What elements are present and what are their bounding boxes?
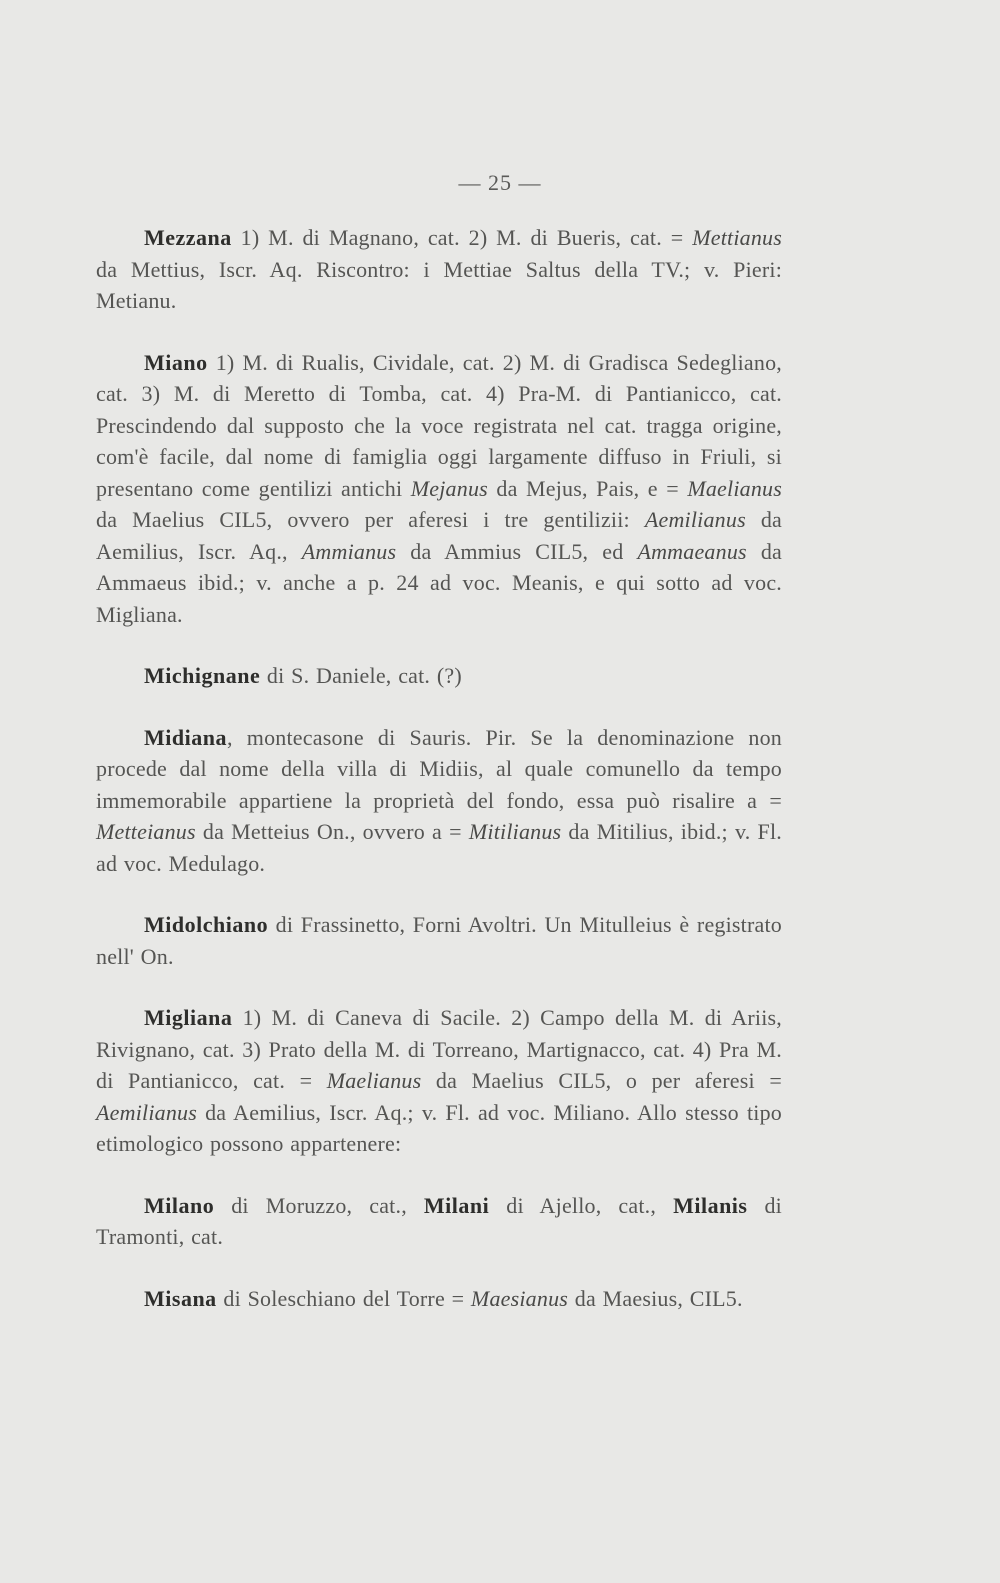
headword: Miano — [144, 349, 208, 375]
entry-text: 1) M. di Caneva di Sacile. 2) Campo della M. di Ariis, Rivignano, cat. 3) Prato della M. di Torreano, Martignacco, cat. 4) Pra M. di Pantianicco, cat. = — [96, 1005, 782, 1093]
headword: Misana — [144, 1285, 217, 1311]
latin-gentilicium: Ammianus — [301, 538, 397, 564]
headword: Migliana — [144, 1005, 233, 1030]
latin-gentilicium: Mettianus — [692, 225, 782, 250]
latin-gentilicium: Ammaeanus — [637, 538, 747, 564]
latin-gentilicium: Aemilianus — [644, 507, 746, 532]
latin-gentilicium: Mejanus — [410, 475, 488, 501]
entry-midolchiano — [96, 909, 782, 972]
headword: Milano — [144, 1192, 215, 1218]
latin-gentilicium: Aemilianus — [96, 1099, 197, 1125]
entry-text: da Aemilius, Iscr. Aq.; v. Fl. ad voc. Miliano. Allo stesso tipo etimologico possono appartenere: — [96, 1099, 782, 1156]
entry-mezzana — [96, 222, 782, 317]
entry-text: , montecasone di Sauris. Pir. Se la denominazione non procede dal nome della villa di Midiis, al quale comunello da tempo immemorabile appartiene la proprietà del fondo, essa può risalire a = — [96, 724, 782, 813]
dictionary-text — [96, 222, 782, 1344]
entry-michignane — [96, 660, 782, 692]
headword: Midiana — [144, 724, 227, 750]
entry-text: 1) M. di Rualis, Cividale, cat. 2) M. di Gradisca Sedegliano, cat. 3) M. di Meretto di Tomba, cat. 4) Pra-M. di Pantianicco, cat. Prescindendo dal supposto che la voce registrata nel cat. tragga origine, com'è facile, dal nome di famiglia oggi largamente diffuso in Friuli, si presentano come gentilizi antichi — [96, 349, 782, 501]
latin-gentilicium: Mitilianus — [468, 819, 562, 844]
entry-text: da Mejus, Pais, e = — [487, 475, 688, 501]
entry-midiana — [96, 722, 782, 880]
headword: Michignane — [144, 663, 261, 688]
entry-text: di Moruzzo, cat., — [214, 1192, 424, 1218]
entry-text: di Soleschiano del Torre = — [216, 1285, 471, 1311]
entry-milano — [96, 1190, 782, 1253]
entry-text: da Metteius On., ovvero a = — [195, 819, 469, 844]
headword: Milanis — [673, 1192, 748, 1218]
headword: Mezzana — [144, 225, 232, 250]
entry-text: da Maelius CIL5, ovvero per aferesi i tre gentilizii: — [96, 507, 645, 532]
latin-gentilicium: Maelianus — [326, 1068, 422, 1093]
entry-text: 1) M. di Magnano, cat. 2) M. di Bueris, cat. = — [231, 225, 693, 250]
entry-text: da Mettius, Iscr. Aq. Riscontro: i Mettiae Saltus della TV.; v. Pieri: Metianu. — [96, 256, 782, 313]
entry-text: da Maelius CIL5, o per aferesi = — [421, 1068, 782, 1093]
entry-text: di Ajello, cat., — [489, 1192, 674, 1218]
entry-miano — [96, 347, 782, 631]
latin-gentilicium: Maesianus — [470, 1285, 569, 1311]
entry-text: di S. Daniele, cat. (?) — [260, 663, 462, 688]
entry-text: da Ammaeus ibid.; v. anche a p. 24 ad voc. Meanis, e qui sotto ad voc. Migliana. — [96, 538, 782, 627]
entry-text: da Ammius CIL5, ed — [396, 538, 638, 564]
entry-misana — [96, 1283, 782, 1315]
entry-text: di Tramonti, cat. — [96, 1192, 782, 1249]
entry-text: da Mitilius, ibid.; v. Fl. ad voc. Medulago. — [96, 819, 782, 876]
entry-text: da Aemilius, Iscr. Aq., — [96, 507, 782, 564]
latin-gentilicium: Maelianus — [687, 475, 782, 501]
headword: Milani — [423, 1192, 490, 1218]
entry-migliana — [96, 1002, 782, 1160]
page-number: — 25 — — [458, 170, 542, 195]
entry-text: di Frassinetto, Forni Avoltri. Un Mitulleius è registrato nell' On. — [96, 912, 782, 969]
headword: Midolchiano — [144, 912, 269, 937]
latin-gentilicium: Metteianus — [96, 819, 196, 844]
entry-text: da Maesius, CIL5. — [568, 1285, 743, 1311]
